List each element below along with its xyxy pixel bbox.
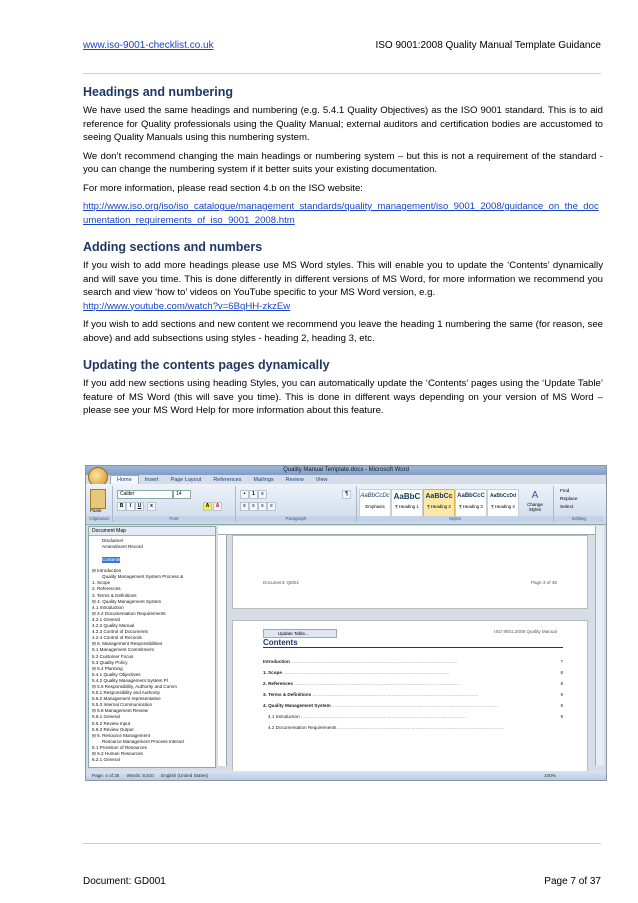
paragraph: If you wish to add sections and new content we recommend you leave the heading 1 numbering the same (for reason, see above) and add subsections using styles - heading 2, heading 3, etc. [83, 319, 603, 344]
editing-buttons [560, 488, 578, 512]
clipboard-group [86, 486, 113, 522]
ribbon-tabs [110, 475, 334, 484]
toc-leader: .................................................................................................................................. [299, 714, 467, 719]
tab-references[interactable]: References [213, 477, 242, 483]
toc-page-number: 8 [560, 681, 563, 686]
contents-title: Contents [263, 638, 563, 648]
vertical-scrollbar[interactable] [595, 526, 604, 766]
style-emphasis[interactable] [359, 489, 391, 517]
document-map-item[interactable]: Quality Management System Process & [102, 574, 184, 580]
zoom-level[interactable]: 100% [544, 773, 556, 778]
toc-entry-text: 4.2 Documentation Requirements [268, 725, 337, 730]
toc-entry[interactable] [263, 703, 563, 709]
toc-entry[interactable] [263, 681, 563, 687]
section-heading-updating: Updating the contents pages dynamically [83, 358, 330, 372]
justify-icon[interactable]: ≡ [267, 502, 276, 511]
document-map-list [89, 536, 215, 763]
youtube-link[interactable]: http://www.youtube.com/watch?v=6BqHH-zkzEw [83, 300, 291, 312]
document-map-item[interactable]: ⊟ 5.4 Planning [92, 665, 123, 671]
toc-entry[interactable] [263, 670, 563, 676]
document-map-item[interactable]: ⊟ 4. Quality Management System [92, 598, 162, 604]
document-map-item[interactable]: 4.2.2 Quality Manual [92, 623, 135, 629]
paragraph: For more information, please read section 4.b on the ISO website: [83, 182, 363, 194]
style-sample: AaBbCcDd [489, 493, 517, 499]
document-map-item[interactable]: 5.6.3 Review Output [92, 726, 134, 732]
document-map-item[interactable]: 5.4.2 Quality Management System Pl [92, 677, 168, 683]
align-right-icon[interactable]: ≡ [258, 502, 267, 511]
toc-entry[interactable] [263, 692, 563, 698]
align-center-icon[interactable]: ≡ [249, 502, 258, 511]
document-page-4 [232, 620, 588, 772]
document-map-item[interactable]: 5.4.1 Quality Objectives [92, 671, 141, 677]
toc-leader: .................................................................................................................................. [281, 670, 450, 675]
status-words: Words: 8,810 [126, 773, 154, 778]
style-name: ¶ Heading 3 [459, 504, 483, 509]
paste-icon[interactable] [90, 489, 106, 509]
paste-label: Paste [90, 508, 102, 513]
editing-group [554, 486, 604, 522]
tab-review[interactable]: Review [285, 477, 304, 483]
style-sample: AaBbCcC [457, 493, 485, 499]
header-divider [83, 73, 601, 74]
window-titlebar: Quality Manual Template.docx - Microsoft Word [86, 466, 606, 475]
document-map-item[interactable]: Amendment Record [102, 544, 143, 550]
tab-home[interactable]: Home [110, 475, 139, 485]
replace-button[interactable]: Replace [560, 497, 578, 502]
header-title: ISO 9001:2008 Quality Manual Template Guidance [375, 40, 601, 51]
section-heading-headings: Headings and numbering [83, 85, 234, 99]
document-map-item[interactable]: 4.2.4 Control of Records [92, 635, 142, 641]
document-map-item[interactable]: 4.1 Introduction [92, 604, 124, 610]
footer-page-number: Page 7 of 37 [544, 876, 601, 887]
font-group [113, 486, 236, 522]
toc-list [263, 659, 563, 736]
horizontal-ruler[interactable] [218, 526, 596, 535]
tab-mailings[interactable]: Mailings [253, 477, 274, 483]
document-map-item[interactable]: 4.2.1 General [92, 616, 120, 622]
style-name: ¶ Heading 4 [491, 504, 515, 509]
word-screenshot [85, 465, 607, 781]
document-map-item[interactable]: 4.2.3 Control of Documents [92, 629, 148, 635]
font-size-select[interactable]: 14 [173, 490, 191, 499]
bullets-icon[interactable]: • [240, 490, 249, 499]
toc-entry-text: Introduction [263, 659, 290, 664]
paragraph: If you add new sections using heading Styles, you can automatically update the ‘Contents’ pages using the ‘Update Table’ feature of MS Word (this will save you time). This is done in different ways depending on your version of MS Word – please see your MS Word Help for more information about this feature. [83, 378, 603, 416]
status-page: Page: 4 of 35 [92, 773, 120, 778]
toc-entry-text: 3. Terms & Definitions [263, 692, 312, 697]
footer-divider [83, 843, 601, 844]
paragraph: We have used the same headings and numbering (e.g. 5.4.1 Quality Objectives) as the ISO 9001 standard. This is to aid reference for Quality professionals using the Quality Manual; external auditors and certification bodies are accustomed to seeing Quality Manuals using this numbering system. [83, 105, 603, 143]
font-name-select[interactable]: Calibri [117, 490, 173, 499]
status-language: English (United States) [161, 773, 209, 778]
style-heading-1[interactable] [391, 489, 423, 517]
style-heading-3[interactable] [455, 489, 487, 517]
document-map-item[interactable]: 5.2 Customer Focus [92, 653, 134, 659]
document-map-item[interactable]: ⊟ 6. Resource Management [92, 732, 150, 738]
toc-entry-text: 4.1 Introduction [268, 714, 300, 719]
font-color-icon[interactable]: A [213, 502, 222, 511]
paragraph: We don’t recommend changing the main headings or numbering system – but this is not a requirement of the standard - you can change the numbering system if it better suits your existing documentation. [83, 150, 603, 175]
paragraph: If you wish to add more headings please use MS Word styles. This will enable you to update the ‘Contents’ dynamically and will save you time. This is done differently in different versions of MS Word, for more information we recommend you search and view ‘how to’ videos on YouTube specific to your MS Word version, e.g. [83, 260, 603, 298]
document-map-item[interactable]: ⊟ 6.2 Human Resources [92, 751, 143, 756]
toc-page-number: 9 [560, 703, 563, 708]
toc-page-number: 9 [560, 692, 563, 697]
document-map-item[interactable]: ⊟ 4.2 Documentation Requirements [92, 610, 166, 616]
page-header [83, 40, 601, 54]
document-map-item[interactable]: ⊟ 5. Management Responsibilities [92, 641, 163, 647]
italic-icon[interactable]: I [126, 502, 135, 511]
numbering-icon[interactable]: 1 [249, 490, 258, 499]
document-map-item[interactable]: 5.5.2 Management representative [92, 696, 161, 702]
style-sample: AaBbCcDc [360, 493, 390, 499]
toc-leader: .................................................................................................................................. [289, 659, 457, 664]
show-marks-icon[interactable]: ¶ [342, 490, 351, 499]
group-label: Clipboard [86, 516, 112, 522]
toc-leader: .................................................................................................................................. [311, 692, 479, 697]
document-map-title: Document Map [89, 527, 215, 536]
page-footer [83, 876, 601, 890]
tab-insert[interactable]: Insert [144, 477, 159, 483]
document-map-item[interactable]: 5.5.3 Internal Communication [92, 702, 153, 708]
vertical-ruler[interactable] [218, 535, 227, 766]
align-left-icon[interactable]: ≡ [240, 502, 249, 511]
toc-entry-text: 4. Quality Management System [263, 703, 331, 708]
group-label: Editing [554, 516, 604, 522]
select-button[interactable]: Select [560, 505, 574, 510]
document-body [83, 84, 603, 423]
multilevel-icon[interactable]: ≡ [258, 490, 267, 499]
document-map-item[interactable]: 1. Scope [92, 580, 111, 586]
document-map-item[interactable]: 5.6.1 General [92, 714, 120, 720]
group-label: Styles [357, 516, 553, 522]
document-map-item[interactable]: ⊟ 5.5 Responsibility, Authority and Comm [92, 683, 177, 689]
document-map-item[interactable]: 2. References [92, 586, 121, 592]
document-map-item[interactable]: ⊟ 5.6 Management Review [92, 708, 148, 714]
iso-guidance-link[interactable]: http://www.iso.org/iso/iso_catalogue/management_standards/quality_management/iso_9001_2008/guidance_on_the_documentation_requirements_of_iso_9001_2008.htm [83, 201, 599, 226]
style-name: Emphasis [365, 504, 385, 509]
toc-leader: .................................................................................................................................. [292, 681, 461, 686]
toc-entry-text: 2. References [263, 681, 293, 686]
toc-entry[interactable] [263, 659, 563, 665]
toc-leader: .................................................................................................................................. [336, 725, 504, 730]
toc-page-number: 9 [560, 714, 563, 719]
document-map-item[interactable]: 5.1 Management Commitment [92, 647, 154, 653]
document-map-item[interactable]: 5.6.2 Review Input [92, 720, 131, 726]
bold-icon[interactable]: B [117, 502, 126, 511]
document-map-item[interactable]: ⊟ Introduction [92, 568, 122, 574]
underline-icon[interactable]: U [135, 502, 144, 511]
status-bar [86, 771, 606, 780]
change-styles-button[interactable] [521, 490, 549, 512]
change-styles-icon: A [531, 490, 539, 501]
update-table-button[interactable]: Update Table... [263, 629, 337, 638]
toc-entry-text: 1. Scope [263, 670, 282, 675]
document-map-item[interactable]: Resource Management Process Interact [102, 738, 185, 744]
find-button[interactable]: Find [560, 489, 570, 494]
document-map-item[interactable]: 5.5.1 Responsibility and Authority [92, 690, 160, 696]
toc-entry[interactable] [263, 725, 563, 731]
style-name: ¶ Heading 2 [427, 504, 451, 509]
paragraph-group [236, 486, 357, 522]
header-website-link[interactable]: www.iso-9001-checklist.co.uk [83, 40, 214, 51]
tab-page-layout[interactable]: Page Layout [170, 477, 202, 483]
group-label: Paragraph [236, 516, 356, 522]
style-sample: AaBbCc [425, 493, 453, 500]
document-map-item[interactable]: 6.2.1 General [92, 757, 120, 763]
style-sample: AaBbC [393, 492, 421, 501]
ribbon [86, 484, 606, 525]
group-label: Font [113, 516, 235, 522]
document-map-item[interactable]: 6.1 Provision of Resources [92, 744, 147, 750]
style-name: ¶ Heading 1 [395, 504, 419, 509]
toc-page-number: 8 [560, 670, 563, 675]
style-heading-4[interactable] [487, 489, 519, 517]
document-map-item[interactable]: Contents [102, 557, 121, 563]
document-map-item[interactable]: 3. Terms & Definitions [92, 592, 137, 598]
toc-page-number: 7 [560, 659, 563, 664]
page-header-text: ISO 9001:2008 Quality Manual [494, 629, 557, 634]
page-footer-right: Page 3 of 35 [530, 580, 557, 585]
change-styles-label: Change Styles [527, 502, 543, 512]
document-map-item[interactable]: Disclaimer [102, 538, 124, 543]
highlight-icon[interactable]: A [203, 502, 212, 511]
footer-document-id: Document: GD001 [83, 876, 166, 887]
document-page-3 [232, 535, 588, 609]
document-map-item[interactable]: 5.3 Quality Policy [92, 659, 128, 665]
tab-view[interactable]: View [315, 477, 328, 483]
toc-leader: .................................................................................................................................. [330, 703, 498, 708]
toc-entry[interactable] [263, 714, 563, 720]
strikethrough-icon[interactable]: x [147, 502, 156, 511]
style-heading-2[interactable] [423, 489, 455, 517]
section-heading-adding: Adding sections and numbers [83, 240, 263, 254]
styles-group [357, 486, 554, 522]
document-map-pane [88, 526, 216, 768]
page-footer-left: Document: QM01 [263, 580, 299, 585]
